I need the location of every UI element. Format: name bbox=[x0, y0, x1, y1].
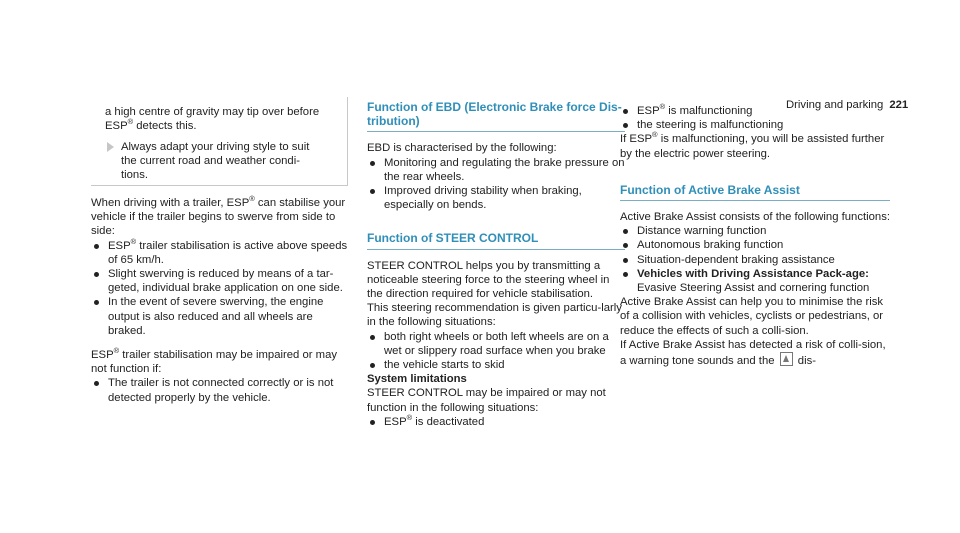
list-item: In the event of severe swerving, the engine output is also reduced and all wheels are braked. bbox=[91, 295, 349, 338]
steer-situations-list bbox=[367, 330, 625, 373]
intro-text bbox=[105, 105, 345, 133]
steer-recommendation-text: This steering recommendation is given particu-larly in the following situations: bbox=[367, 302, 622, 329]
power-steering-pre: If ESP bbox=[620, 133, 653, 146]
power-steering-text bbox=[620, 132, 890, 160]
item-esp: ESP bbox=[108, 239, 131, 252]
page-number: 221 bbox=[889, 99, 909, 111]
aba-intro: Active Brake Assist consists of the following functions: bbox=[620, 211, 890, 224]
heading-active-brake-assist: Function of Active Brake Assist bbox=[620, 183, 890, 201]
intro-line-1: a high centre of gravity may tip over before bbox=[105, 106, 320, 118]
warning-pre: If Active Brake Assist has detected a risk of colli-sion, a warning tone sounds and the bbox=[620, 338, 886, 368]
list-item: both right wheels or both left wheels are on a wet or slippery road surface when you brake bbox=[367, 330, 625, 358]
steer-control-text: STEER CONTROL helps you by transmitting a noticeable steering force to the steering wheel in the direction required for vehicle stabilisation. bbox=[367, 259, 610, 301]
item-text: is malfunctioning bbox=[665, 105, 753, 117]
item-text: is deactivated bbox=[412, 415, 485, 428]
note-arrow-icon bbox=[107, 142, 114, 152]
heading-ebd: Function of EBD (Electronic Brake force Dis-tribution) bbox=[367, 100, 625, 132]
list-item bbox=[620, 267, 890, 295]
impairment-list bbox=[91, 376, 349, 404]
list-item bbox=[620, 104, 890, 118]
list-item: The trailer is not connected correctly or is not detected properly by the vehicle. bbox=[91, 376, 349, 404]
column-3 bbox=[620, 104, 890, 368]
warning-display-icon bbox=[780, 352, 793, 366]
section-title: Driving and parking bbox=[786, 99, 884, 111]
trailer-paragraph bbox=[91, 196, 349, 239]
column-2 bbox=[367, 100, 625, 429]
item-text: trailer stabilisation is active above speeds of 65 km/h. bbox=[108, 239, 348, 266]
list-item: Slight swerving is reduced by means of a tar-geted, individual brake application on one side. bbox=[91, 267, 349, 295]
list-item: Situation-dependent braking assistance bbox=[620, 253, 890, 267]
ebd-list bbox=[367, 156, 625, 213]
registered-mark: ® bbox=[652, 130, 658, 140]
list-item: the steering is malfunctioning bbox=[620, 118, 890, 132]
heading-steer-control: Function of STEER CONTROL bbox=[367, 231, 625, 249]
note-line-3: tions. bbox=[121, 169, 149, 182]
registered-mark: ® bbox=[659, 102, 666, 112]
list-item: Improved driving stability when braking, especially on bends. bbox=[367, 184, 625, 212]
registered-mark: ® bbox=[406, 413, 413, 423]
item-esp: ESP bbox=[637, 105, 660, 117]
registered-mark: ® bbox=[130, 236, 137, 246]
registered-mark: ® bbox=[113, 346, 120, 356]
list-item bbox=[367, 415, 625, 429]
intro-esp: ESP bbox=[105, 120, 128, 133]
aba-warning-text bbox=[620, 338, 890, 368]
list-item: the vehicle starts to skid bbox=[367, 358, 625, 372]
power-steering-post: is malfunctioning, you will be assisted further by the electric power steering. bbox=[620, 133, 885, 160]
trailer-list bbox=[91, 236, 349, 338]
list-item: Distance warning function bbox=[620, 224, 890, 238]
trailer-para-post: can stabilise your vehicle if the trailer begins to swerve from side to side: bbox=[91, 197, 346, 238]
registered-mark: ® bbox=[249, 194, 255, 204]
impair-post: trailer stabilisation may be impaired or may not function if: bbox=[91, 349, 338, 376]
impair-pre: ESP bbox=[91, 349, 114, 362]
subheading-limitations: System limitations bbox=[367, 373, 467, 386]
note-line-1: Always adapt your driving style to suit bbox=[121, 141, 310, 153]
item-text: Evasive Steering Assist and cornering function bbox=[637, 282, 870, 295]
note-line-2: the current road and weather condi- bbox=[121, 155, 300, 168]
malfunction-list bbox=[620, 104, 890, 132]
list-item: Monitoring and regulating the brake pressure on the rear wheels. bbox=[367, 156, 625, 184]
limitations-list bbox=[367, 415, 625, 429]
trailer-para-pre: When driving with a trailer, ESP bbox=[91, 197, 250, 209]
list-item bbox=[91, 236, 349, 267]
impairment-paragraph bbox=[91, 348, 349, 376]
aba-benefit-text: Active Brake Assist can help you to minimise the risk of a collision with vehicles, cyclists or pedestrians, or reduce the effects of such a colli-sion. bbox=[620, 296, 884, 337]
item-esp: ESP bbox=[384, 415, 407, 428]
aba-functions-list bbox=[620, 224, 890, 295]
note-text bbox=[121, 140, 343, 183]
intro-line-2: detects this. bbox=[133, 120, 197, 133]
item-bold-label: Vehicles with Driving Assistance Pack-age: bbox=[637, 267, 869, 280]
list-item: Autonomous braking function bbox=[620, 238, 890, 252]
registered-mark: ® bbox=[127, 117, 134, 127]
warning-post: dis- bbox=[794, 355, 816, 368]
ebd-intro: EBD is characterised by the following: bbox=[367, 142, 557, 155]
limitations-text: STEER CONTROL may be impaired or may not function in the following situations: bbox=[367, 387, 606, 414]
